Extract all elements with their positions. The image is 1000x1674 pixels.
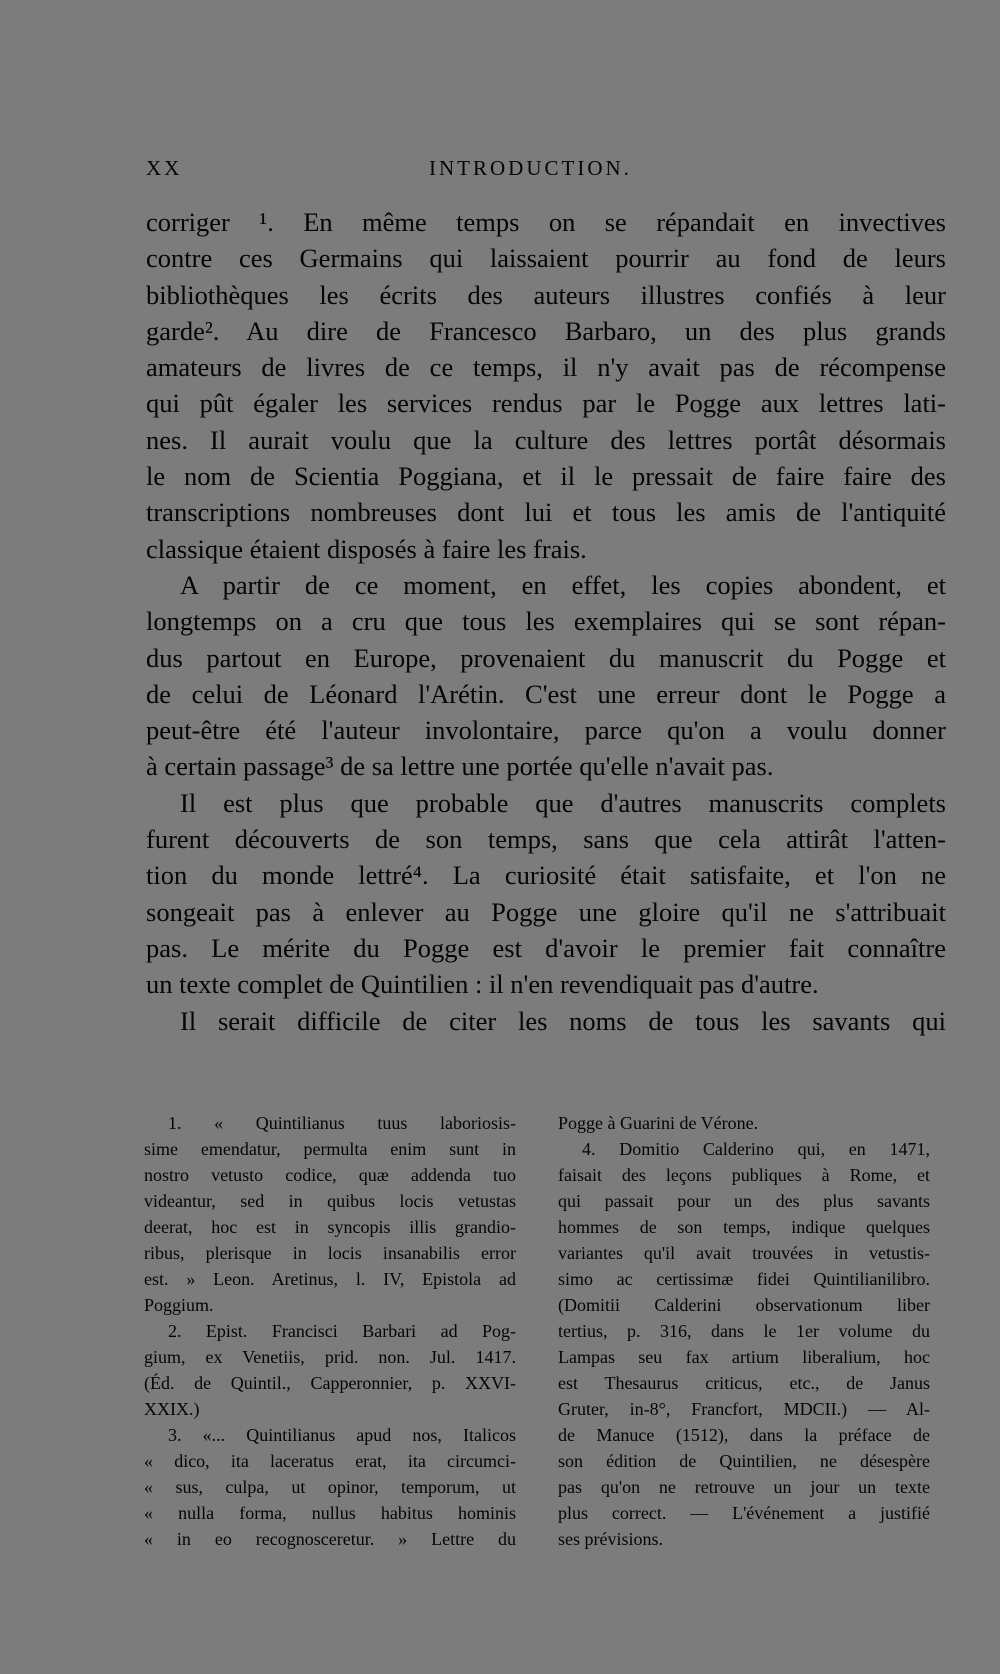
text-line: de celui de Léonard l'Arétin. C'est une erreur dont le Pogge a — [146, 678, 946, 709]
footnote-line: « sus, culpa, ut opinor, temporum, ut — [144, 1477, 516, 1497]
main-text — [146, 204, 946, 1039]
running-head — [146, 156, 946, 186]
footnote-line: « nulla forma, nullus habitus hominis — [144, 1503, 516, 1523]
text-line: tion du monde lettré⁴. La curiosité était satisfaite, et l'on ne — [146, 860, 946, 891]
footnote-line: gium, ex Venetiis, prid. non. Jul. 1417. — [144, 1347, 516, 1367]
text-line: peut-être été l'auteur involontaire, parce qu'on a voulu donner — [146, 715, 946, 746]
footnote-line: tertius, p. 316, dans le 1er volume du — [558, 1321, 930, 1341]
text-line: à certain passage³ de sa lettre une portée qu'elle n'avait pas. — [146, 751, 774, 782]
text-line: transcriptions nombreuses dont lui et tous les amis de l'antiquité — [146, 497, 946, 528]
text-line: nes. Il aurait voulu que la culture des lettres portât désormais — [146, 424, 946, 455]
text-line: pas. Le mérite du Pogge est d'avoir le premier fait connaître — [146, 932, 946, 963]
footnote-line: videantur, sed in quibus locis vetustas — [144, 1191, 516, 1211]
text-line: Il est plus que probable que d'autres manuscrits complets — [180, 787, 946, 818]
footnote-line: plus correct. — L'événement a justifié — [558, 1503, 930, 1523]
text-line: classique étaient disposés à faire les frais. — [146, 533, 587, 564]
footnote-line: « in eo recognosceretur. » Lettre du — [144, 1529, 516, 1549]
text-line: Il serait difficile de citer les noms de tous les savants qui — [180, 1005, 946, 1036]
text-line: amateurs de livres de ce temps, il n'y avait pas de récompense — [146, 352, 946, 383]
footnote-line: deerat, hoc est in syncopis illis grandio- — [144, 1217, 516, 1237]
footnote-line: Poggium. — [144, 1295, 214, 1315]
footnote-line: ses prévisions. — [558, 1529, 663, 1549]
text-line: un texte complet de Quintilien : il n'en revendiquait pas d'autre. — [146, 969, 819, 1000]
text-line: contre ces Germains qui laissaient pourrir au fond de leurs — [146, 243, 946, 274]
footnote-line: Lampas seu fax artium liberalium, hoc — [558, 1347, 930, 1367]
footnote-line: nostro vetusto codice, quæ addenda tuo — [144, 1165, 516, 1185]
text-line: songeait pas à enlever au Pogge une gloire qu'il ne s'attribuait — [146, 896, 946, 927]
paragraph-3 — [146, 785, 946, 1003]
footnote-line: Gruter, in-8°, Francfort, MDCII.) — Al- — [558, 1399, 930, 1419]
footnote-line: sime emendatur, permulta enim sunt in — [144, 1139, 516, 1159]
text-line: corriger ¹. En même temps on se répandait en invectives — [146, 207, 946, 237]
text-line: longtemps on a cru que tous les exemplaires qui se sont répan- — [146, 606, 946, 637]
page-number: XX — [146, 156, 183, 180]
footnote-line: simo ac certissimæ fidei Quintilianilibro. — [558, 1269, 930, 1289]
footnote-line: 2. Epist. Francisci Barbari ad Pog- — [168, 1321, 516, 1341]
footnote-line: « dico, ita laceratus erat, ita circumci- — [144, 1451, 516, 1471]
footnote-line: variantes qu'il avait trouvées in vetustis- — [558, 1243, 930, 1263]
footnote-line: qui passait pour un des plus savants — [558, 1191, 930, 1211]
footnote-line: 4. Domitio Calderino qui, en 1471, — [582, 1139, 930, 1159]
text-line: le nom de Scientia Poggiana, et il le pressait de faire faire des — [146, 461, 946, 492]
footnote-line: ribus, plerisque in locis insanabilis error — [144, 1243, 516, 1263]
footnote-line: hommes de son temps, indique quelques — [558, 1217, 930, 1237]
footnote-line: pas qu'on ne retrouve un jour un texte — [558, 1477, 930, 1497]
footnote-line: son édition de Quintilien, ne désespère — [558, 1451, 930, 1471]
footnote-line: de Manuce (1512), dans la préface de — [558, 1425, 930, 1445]
footnote-line: 1. « Quintilianus tuus laboriosis- — [168, 1113, 516, 1133]
footnote-line: est Thesaurus criticus, etc., de Janus — [558, 1373, 930, 1393]
text-line: dus partout en Europe, provenaient du manuscrit du Pogge et — [146, 642, 946, 673]
text-line: A partir de ce moment, en effet, les copies abondent, et — [180, 569, 946, 600]
text-line: furent découverts de son temps, sans que cela attirât l'atten- — [146, 824, 946, 855]
paragraph-1 — [146, 204, 946, 567]
footnote-line: XXIX.) — [144, 1399, 200, 1419]
footnote-line: Pogge à Guarini de Vérone. — [558, 1113, 759, 1133]
footnote-line: (Domitii Calderini observationum liber — [558, 1295, 930, 1315]
paragraph-4 — [146, 1003, 946, 1039]
running-title: INTRODUCTION. — [429, 156, 632, 180]
paragraph-2 — [146, 567, 946, 785]
footnotes — [138, 1110, 946, 1560]
footnotes-right-column — [558, 1110, 930, 1552]
text-line: bibliothèques les écrits des auteurs illustres confiés à leur — [146, 279, 946, 310]
footnote-line: faisait des leçons publiques à Rome, et — [558, 1165, 930, 1185]
text-line: garde². Au dire de Francesco Barbaro, un des plus grands — [146, 315, 946, 346]
footnote-line: (Éd. de Quintil., Capperonnier, p. XXVI- — [144, 1373, 516, 1393]
footnote-line: est. » Leon. Aretinus, l. IV, Epistola ad — [144, 1269, 516, 1289]
text-line: qui pût égaler les services rendus par le Pogge aux lettres lati- — [146, 388, 946, 419]
footnote-line: 3. «... Quintilianus apud nos, Italicos — [168, 1425, 516, 1445]
footnotes-left-column — [144, 1110, 516, 1552]
